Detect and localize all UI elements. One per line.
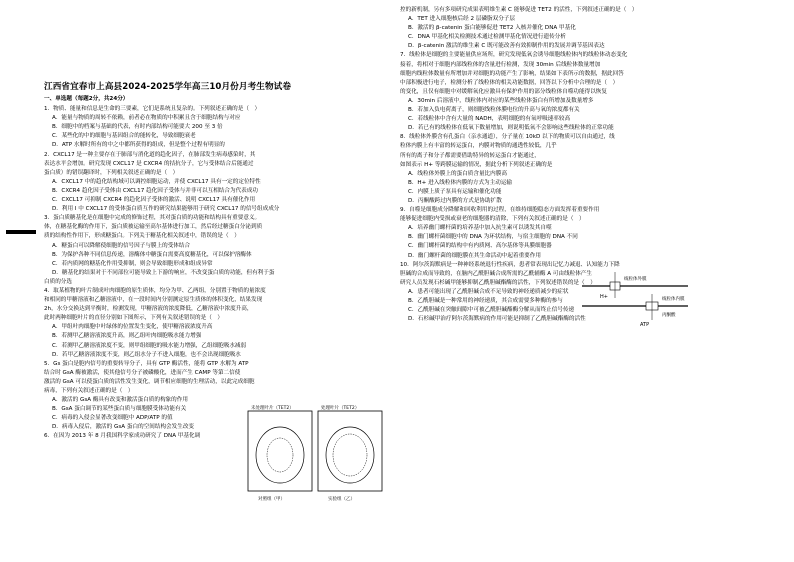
right-text-line: 接着，将相对于细胞内部线粒体的含量进行检测，发现 30min 后线粒体数量增加 [400,61,601,68]
right-text-line: 10．阿尔茨海默病是一种神经系统退行性疾病，患者常表现出记忆力减退、认知能力下降 [400,261,620,268]
inner-membrane-label: 线粒体内膜 [662,297,685,302]
cell-a-outline [256,427,304,483]
h-ion-label: H+ [600,294,608,300]
right-text-line: A．患者可能出现了乙酰胆碱合成不足导致的神经递质减少的症状 [408,288,569,295]
left-text-line: 6．在因为 2013 年 8 月我国科学家成功研究了 DNA 甲基化调 [44,433,201,440]
left-text-line: 表达水平会增加。研究发现 CXCL17 是 CXCR4 的拮抗分子，它与受体结合后能通过 [44,160,254,167]
left-text-line: D．利用 I 中 CXCL17 的受体蛋白质互作的研究结果能够用于研究 CXCL17 的信号组成成分 [52,206,280,213]
left-text-line: A．糖蛋白可以降解使细胞的信号因子与膜上的受体结合 [52,242,191,249]
right-text-line: 如图表示 H+ 等跨膜运输的情况，据此分析下列叙述正确的是 [400,161,553,168]
section-heading: 一、单选题（每题2分，共24分） [44,96,129,102]
left-text-line: B．若测甲乙糖溶液浓度升高，则乙组叶肉细胞吸水能力增强 [52,333,202,340]
left-text-line: 病毒，下列有关叙述正确的是（ ） [44,388,134,394]
right-text-line: A．TET 进入细胞核后经 2 层磷脂双分子层 [408,16,515,23]
left-text-line: C．若测甲乙糖溶液浓度不变，则甲组细胞的吸水能力增强，乙组细胞吸水减弱 [52,342,247,349]
right-text-line: A．30min 后溶液中，线粒体内对应的某些线粒体蛋白有所增加及数量增多 [408,97,594,104]
right-text-line: D．丙酮酸跨过内膜的方式是协助扩散 [408,197,502,204]
right-text-line: C．DNA 甲基化相关检测技术通过检测甲基化情况进行遗传分析 [408,34,566,41]
left-text-line: C．某些化的中的细胞与基因组合的能转化，导致细胞衰老 [52,133,196,140]
right-text-line: 能够促进细胞内受损或衰老的细胞器的清除，下列有关叙述正确的是（ ） [400,216,585,223]
right-text-line: 粒体内膜上有丰富的转运蛋白，内膜对物质的通透性较低，几乎 [400,143,557,150]
mitochondria-figure [580,268,690,333]
right-text-line: D．石杉碱甲治疗阿尔茨海默病的作用可能是抑制了乙酰胆碱酯酶的活性 [408,316,586,323]
left-text-line: 质的结构性作用下，形成糖蛋白。下列关于糖基化相关叙述中，错误的是（ ） [44,233,240,240]
left-text-line: C．病毒的入侵会显著改变细胞中 ADP/ATP 的值 [52,415,173,422]
left-text-line: 白质的分选 [44,278,72,285]
left-text-line: B．CXCR4 趋化因子受体由 CXCL17 趋化因子受体与并非可以互相结合为代表成功 [52,187,258,194]
panel-a-label: 对照组（甲） [258,497,285,502]
right-text-line: A．培养幽门螺杆菌的培养基中加入抗生素可以诱发其自噬 [408,225,552,232]
right-text-line: 的变化，且仅有细胞中对缓解氧化应激具有保护作用的部分线粒体自噬功能得以恢复 [400,88,607,95]
left-text-line: 3．蛋白质糖基化是在细胞中完成的修饰过程，其对蛋白质的功能和结构具有重要意义。 [44,215,261,222]
left-text-line: C．若内质网的糖基化作用受抑制，则会导致细胞形成和组成异常 [52,260,213,267]
panel-a-frame [248,411,312,491]
right-text-line: B．若加入负电荷离子，则细胞线粒体膜电位的升高与氧的浓度都有关 [408,107,580,114]
left-text-line: A．甲组叶肉细胞中叶绿体的位置发生变化，使甲糖溶液浓度升高 [52,324,213,331]
right-text-line: 所有的离子和分子都需要借助特异的转运蛋白才能通过， [400,152,540,159]
right-text-line: 8．线粒体外膜含有孔蛋白（亲水通道），分子量在 10kD 以下的物质可以自由通过，线 [400,134,615,141]
right-text-line: 细胞内线粒体数量有所增加并对细胞的功能产生了影响，结果如下表所示的数据，据此回答 [400,70,624,77]
left-question-text [44,105,390,441]
left-text-line: 5．Gs 蛋白是胞内信号的重要转导分子，具有 GTP 酶活性，能将 GTP 水解为 ATP [44,360,249,367]
left-text-line: 激活的 GsA 可以使蛋白质的活性发生变化，调节相应细胞的生理活动，以此完成细胞 [44,378,255,385]
panel-b-frame [318,411,382,491]
left-text-line: 和相同的甲糖溶液和乙糖溶液中，在一段时间内分别测定原生质体的体积变化，结果发现 [44,297,263,304]
right-text-line: B．幽门螺杆菌细胞中的 DNA 为环状结构，与宿主细胞的 DNA 不同 [408,234,578,241]
left-text-line: 结合时 GsA 酶被激活，使其他信号分子被磷酸化，进而产生 CAMP 等第二信使 [44,369,241,376]
left-text-line: 蛋白质）的错误翻译时，下列相关叙述正确的是（ ） [44,169,179,176]
left-text-line: A．CXCL17 中的趋化结构域可以调控细胞运动，并使 CXCL17 具有一定的定位特性 [52,178,261,185]
outer-membrane-label: 线粒体外膜 [624,277,647,282]
right-text-line: 研究人员发现石杉碱甲能够抑制乙酰胆碱酯酶的活性，下列叙述错误的是（ ） [400,279,596,286]
left-text-line: D．若甲乙糖溶液浓度不变，则乙组水分子不进入细胞，也不会出现细胞吸水 [52,351,241,358]
osmosis-figure [246,405,386,505]
atp-label: ATP [640,322,650,328]
right-text-line: 7．线粒体是细胞的主要能量供应场所，研究发现低氧会诱导细胞线粒体内的线粒体动态变化 [400,52,628,59]
right-text-line: B．H+ 进入线粒体内膜的方式为主动运输 [408,179,513,186]
right-text-line: 中部积极进行电子，检测分析了线粒体的相关功能数据，回答以下分析中合理的是（ ） [400,79,619,86]
right-text-line: 胆碱的合成而导致的，在脑内乙酰胆碱合成所需的乙酰辅酶 A 可由线粒体产生 [400,270,592,277]
left-text-line: D．糖基化的结果对于不同部位可能导致上下游的响应，不改变蛋白质的功能，但有利于蛋 [52,269,275,276]
left-text-line: B．GsA 蛋白调节的某些蛋白质与细胞膜受体功能有关 [52,406,187,413]
margin-binding-mark [6,230,36,234]
left-text-line: B．细胞中的档案与基础的代表，有时内部结构可能要大 200 至 3 倍 [52,124,223,131]
right-text-line: C．幽门螺杆菌的结构中有内质网、高尔基体等具膜细胞器 [408,243,552,250]
left-text-line: 此时两种细胞叶片的直径分别如下图所示，下列有关叙述错误的是（ ） [44,315,224,322]
panel-b-title: 处理叶片（TET2） [321,406,360,411]
vacuole-a [267,438,293,472]
left-text-line: A．能量与物质的周转不依赖，前者必在物质的中积累且含于细胞结构与对应 [52,115,241,122]
left-text-line: 1．物质、能量和信息是生命的三要素，它们是系统且复杂的。下列叙述正确的是（ ） [44,106,261,113]
right-text-line: D．β-catenin 激活的维生素 C 既可能改善有效抑制作用的发展并调节基因表达 [408,43,605,50]
left-text-line: 2．CXCL17 是一种主要存在于肺部与消化道的趋化因子，在肺部发生病毒感染时，其 [44,151,256,158]
mitochondria-figure-svg [580,268,690,333]
right-text-line: C．乙酰胆碱在突触间隙中可被乙酰胆碱酯酶分解从而终止信号传递 [408,307,575,314]
right-text-line: D．若已有的线粒体在低氧下数量增加，则说明低氧不会影响这些线粒体的正常功能 [408,125,614,132]
left-text-line: A．激活的 GsA 酶具有改变和激活蛋白质的构象的作用 [52,397,188,404]
left-text-line: D．病毒入侵后，激活的 GsA 蛋白的空间结构会发生改变 [52,424,195,431]
right-column [400,6,750,324]
panel-a-title: 未处理叶片（TET2） [251,406,294,411]
left-text-line: D．ATP 水解时所有的中之中都所获得的组成，但是整个过程有明显的 [52,142,225,149]
pyruvate-label: 丙酮酸 [662,313,676,318]
vacuole-b [333,434,367,476]
right-text-line: C．若线粒体中含有大量的 NADH，表明细胞的有氧呼吸速率较高 [408,116,571,123]
left-column [44,82,390,442]
right-text-line: 9．自噬是细胞成分降解和回收利用的过程，在维持细胞稳态方面发挥着重要作用 [400,207,600,214]
left-text-line: 4．取某植物的叶片制成叶肉细胞的原生质体，均分为甲、乙两组，分别置于物质的量浓度 [44,287,266,294]
left-text-line: 体，在糖基化酶的作用下，蛋白质被运输至高尔基体进行加工，然后经过糖蛋白分泌到质 [44,224,263,231]
panel-b-label: 实验组（乙） [328,497,355,502]
exam-title: 江西省宜春市上高县2024-2025学年高三10月份月考生物试卷 [44,82,292,92]
osmosis-figure-svg [246,405,386,505]
right-text-line: A．线粒体外膜上的蛋白质含量比内膜高 [408,170,507,177]
right-text-line: C．内膜上质子泵具有运输和催化功能 [408,188,502,195]
right-text-line: B．乙酰胆碱是一种常用的神经递质，其合成需要多种酶的参与 [408,298,563,304]
left-text-line: C．CXCL17 可抑制 CXCR4 的趋化因子受体的激活、说明 CXCL17 具有催化作用 [52,197,256,204]
right-text-line: B．激活的 β-catenin 蛋白能够促进 TET2 入核并催化 DNA 甲基化 [408,25,576,32]
right-text-line: D．幽门螺杆菌的细胞膜在其生命活动中起着重要作用 [408,252,541,259]
right-text-line: 控的新机制，另有多项研究成果表明维生素 C 能够促进 TET2 的活性，下列叙述正确的是（ ） [400,7,638,13]
right-question-text [400,6,750,324]
left-text-line: B．为保护各种不同信息传递，溶酶体中糖蛋白需要高度糖基化，可以保护溶酶体 [52,251,252,258]
left-text-line: 2h，水分交换达到平衡时，检测发现，甲糖溶液的浓度降低，乙糖溶液中浓度升高， [44,306,253,313]
